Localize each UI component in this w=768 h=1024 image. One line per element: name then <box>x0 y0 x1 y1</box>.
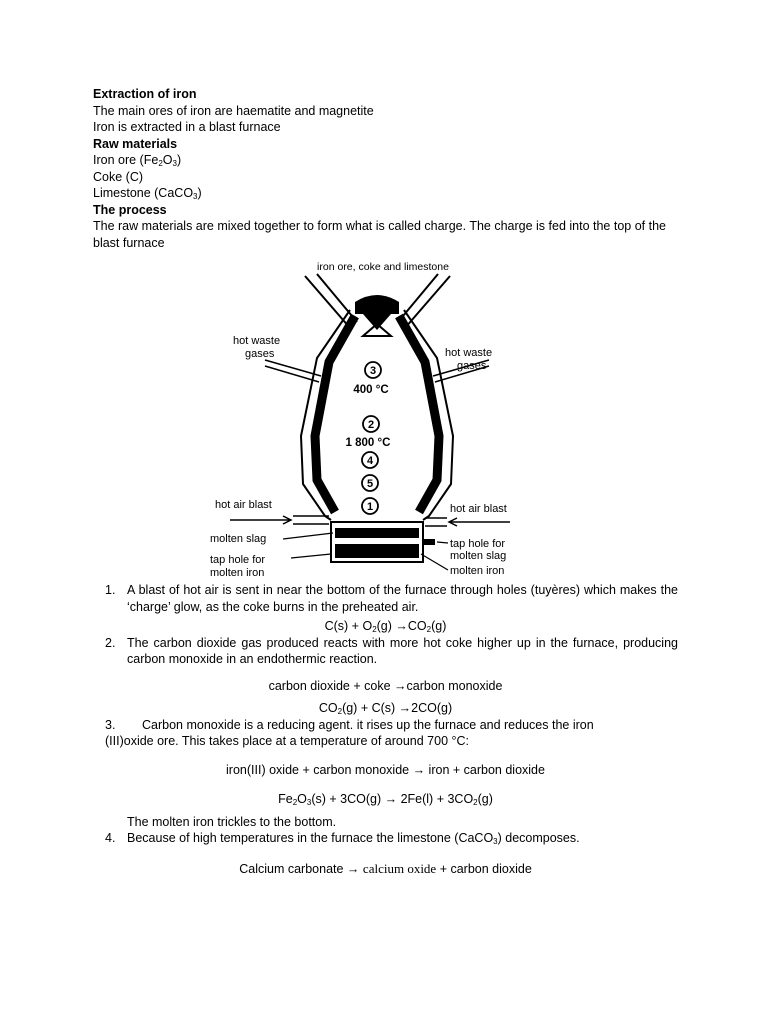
temperature-1800: 1 800 °C <box>345 437 391 449</box>
label-molten-slag-left: molten slag <box>210 533 267 545</box>
word-equation-step-4: Calcium carbonate → calcium oxide + carbon dioxide <box>239 860 532 876</box>
process-steps <box>93 582 678 877</box>
label-hot-waste-right-2: gases <box>457 360 487 372</box>
label-hot-waste-right-1: hot waste <box>445 347 493 359</box>
hot-air-arrow-right <box>449 518 510 526</box>
molten-iron-layer <box>335 544 419 558</box>
label-hot-waste-left-1: hot waste <box>233 335 281 347</box>
raw-materials-heading: Raw materials <box>93 136 178 151</box>
equation-step-3: $Fe_2O_3(s) + 3CO(g) \to 2Fe(l) + 3CO_2(g)$ <box>278 792 493 807</box>
tuyere-right <box>425 518 447 526</box>
step-number: 2. <box>105 635 116 650</box>
zone-number-5: 5 <box>366 478 374 490</box>
process-text: The raw materials are mixed together to form what is called charge. The charge is fed into the top of the blast furnace <box>93 219 666 250</box>
tuyere-left <box>293 516 329 524</box>
pointer-molten-slag-left <box>283 533 333 539</box>
zone-number-1: 1 <box>366 501 374 513</box>
step-text: The carbon dioxide gas produced reacts with more hot coke higher up in the furnace, producing carbon monoxide in an endothermic reaction. <box>127 635 678 666</box>
hot-air-arrow-left <box>230 516 291 524</box>
intro-section <box>93 86 678 251</box>
word-equation-step-2: carbon dioxide + coke →carbon monoxide <box>268 678 503 693</box>
label-hot-air-right: hot air blast <box>450 503 507 515</box>
raw-material-limestone: Limestone (CaCO$_3$) <box>93 186 202 201</box>
zone-number-2: 2 <box>367 419 375 431</box>
word-equation-step-3: iron(III) oxide + carbon monoxide → iron + carbon dioxide <box>226 762 545 777</box>
zone-number-4: 4 <box>366 455 374 467</box>
pointer-tap-hole-slag <box>437 542 448 543</box>
label-hot-waste-left-2: gases <box>245 348 275 360</box>
page-title: Extraction of iron <box>93 87 197 101</box>
label-tap-hole-iron-2: molten iron <box>210 567 265 579</box>
label-molten-iron-right: molten iron <box>450 565 505 577</box>
step-4 <box>93 830 678 847</box>
raw-material-coke: Coke (C) <box>93 169 144 184</box>
pointer-tap-hole-iron <box>291 554 331 558</box>
label-tap-hole-slag-2: molten slag <box>450 550 507 562</box>
zone-number-3: 3 <box>369 365 377 377</box>
temperature-400: 400 °C <box>353 384 389 396</box>
step-number: 3. <box>105 717 116 732</box>
label-hot-air-left: hot air blast <box>215 499 272 511</box>
furnace-wall-left-lining <box>315 316 355 512</box>
slag-tap-hole <box>423 539 435 545</box>
blast-furnace-diagram <box>205 258 535 582</box>
equation-step-1: $C(s) + O_2(g) \to CO_2(g)$ <box>324 619 447 634</box>
step-number: 1. <box>105 583 116 597</box>
hopper-cone-upper <box>363 314 391 330</box>
furnace-wall-right-lining <box>399 316 439 512</box>
step-text: A blast of hot air is sent in near the bottom of the furnace through holes (tuyères) which makes the ‘charge’ glow, as the coke burns in the preheated air. <box>127 583 678 614</box>
label-top-charge: iron ore, coke and limestone <box>317 261 449 273</box>
label-tap-hole-slag-1: tap hole for <box>450 538 506 550</box>
label-tap-hole-iron-1: tap hole for <box>210 554 266 566</box>
raw-material-iron-ore: Iron ore $(Fe_2O_3)$ <box>93 153 182 168</box>
intro-line-furnace: Iron is extracted in a blast furnace <box>93 120 281 134</box>
step-number: 4. <box>105 831 116 845</box>
step-2 <box>93 635 678 668</box>
charge-hopper <box>355 295 399 314</box>
step-text: Because of high temperatures in the furnace the limestone (CaCO$_3$) decomposes. <box>127 831 580 846</box>
molten-slag-layer <box>335 528 419 538</box>
step-3-conclusion: The molten iron trickles to the bottom. <box>127 814 337 829</box>
step-3-text-cont: (III)oxide ore. This takes place at a temperature of around 700 °C: <box>105 734 469 748</box>
step-1 <box>93 582 678 615</box>
step-3 <box>93 717 678 734</box>
intro-line-ores: The main ores of iron are haematite and magnetite <box>93 103 374 118</box>
process-heading: The process <box>93 202 167 217</box>
pointer-molten-iron-right <box>421 554 448 570</box>
step-text: Carbon monoxide is a reducing agent. it rises up the furnace and reduces the iron <box>142 717 594 732</box>
equation-step-2: $CO_2(g) + C(s) \to 2CO(g)$ <box>318 701 453 716</box>
